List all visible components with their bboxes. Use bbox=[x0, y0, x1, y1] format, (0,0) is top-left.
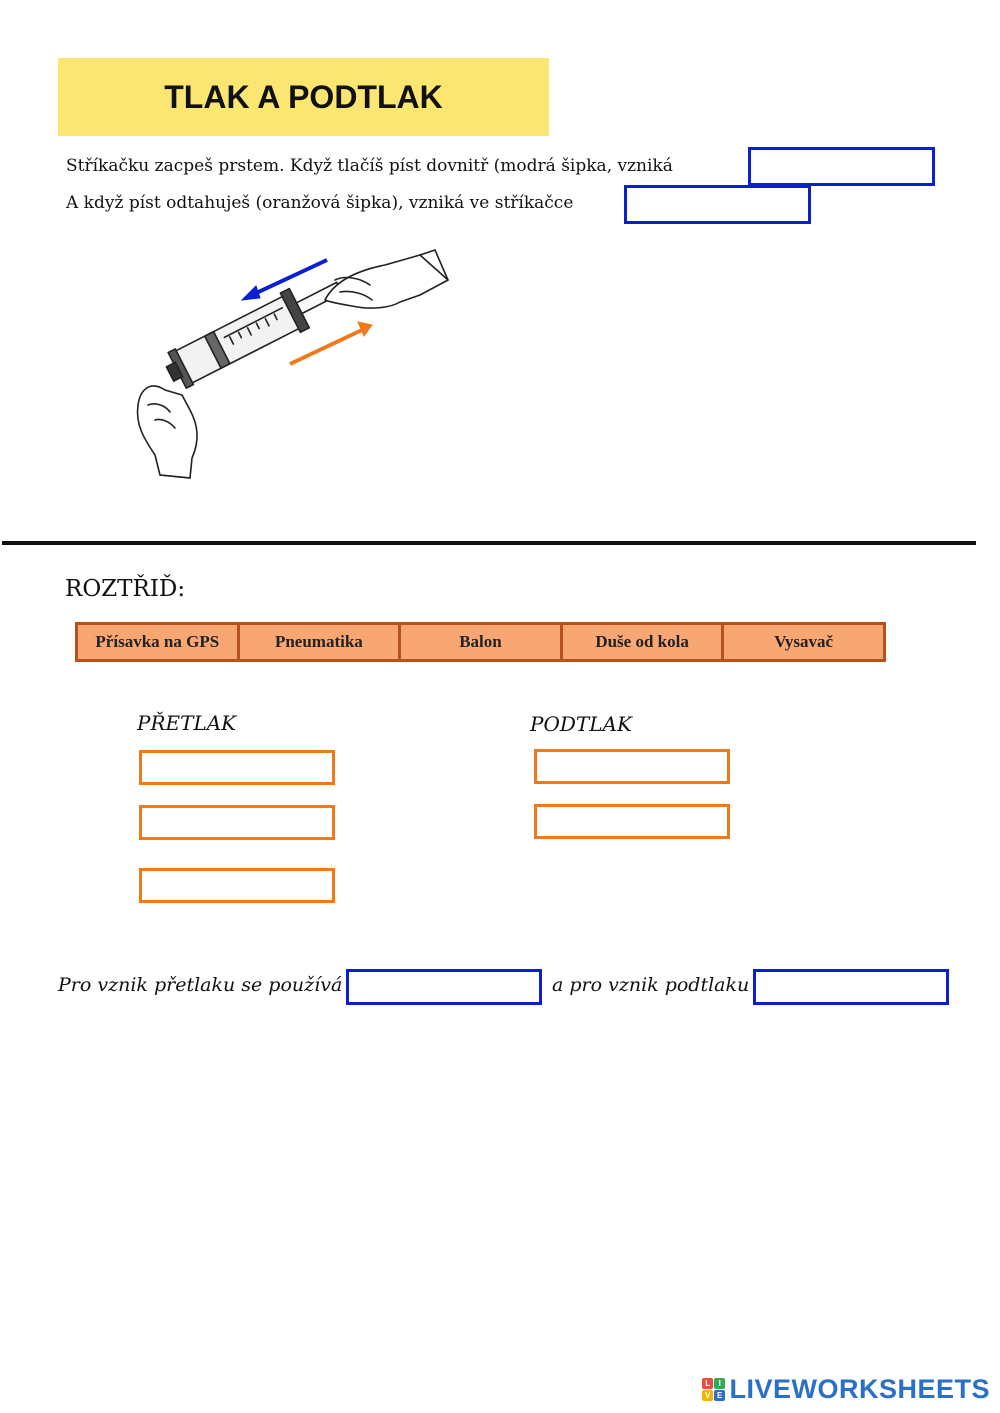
logo-mark-icon: L I V E bbox=[702, 1378, 725, 1401]
conclusion-part-2: a pro vznik podtlaku bbox=[552, 974, 750, 996]
intro-line-1: Stříkačku zacpeš prstem. Když tlačíš píst dovnitř (modrá šipka, vzniká bbox=[66, 156, 673, 176]
drop-slot-pretlak[interactable] bbox=[139, 868, 335, 903]
answer-field-pretlak-use[interactable] bbox=[346, 969, 542, 1005]
drop-slot-podtlak[interactable] bbox=[534, 804, 730, 839]
logo-text: LIVEWORKSHEETS bbox=[729, 1374, 990, 1404]
word-card[interactable]: Vysavač bbox=[724, 625, 883, 659]
intro-line-2: A když píst odtahuješ (oranžová šipka), vzniká ve stříkačce bbox=[66, 193, 574, 213]
drop-slot-pretlak[interactable] bbox=[139, 750, 335, 785]
answer-field-push[interactable] bbox=[748, 147, 935, 186]
page-title: TLAK A PODTLAK bbox=[58, 58, 549, 136]
sort-heading: ROZTŘIĎ: bbox=[65, 576, 186, 602]
column-heading-pretlak: PŘETLAK bbox=[137, 711, 237, 735]
column-heading-podtlak: PODTLAK bbox=[530, 712, 632, 736]
word-card[interactable]: Duše od kola bbox=[563, 625, 722, 659]
word-card[interactable]: Přísavka na GPS bbox=[78, 625, 237, 659]
drop-slot-podtlak[interactable] bbox=[534, 749, 730, 784]
syringe-barrel bbox=[171, 294, 303, 385]
conclusion-part-1: Pro vznik přetlaku se používá bbox=[58, 974, 343, 996]
answer-field-podtlak-use[interactable] bbox=[753, 969, 949, 1005]
drop-slot-pretlak[interactable] bbox=[139, 805, 335, 840]
answer-field-pull[interactable] bbox=[624, 185, 811, 224]
word-bank bbox=[75, 622, 886, 662]
syringe-illustration bbox=[120, 240, 460, 490]
section-divider bbox=[2, 541, 976, 545]
word-card[interactable]: Balon bbox=[401, 625, 560, 659]
liveworksheets-logo bbox=[702, 1374, 990, 1405]
word-card[interactable]: Pneumatika bbox=[240, 625, 399, 659]
